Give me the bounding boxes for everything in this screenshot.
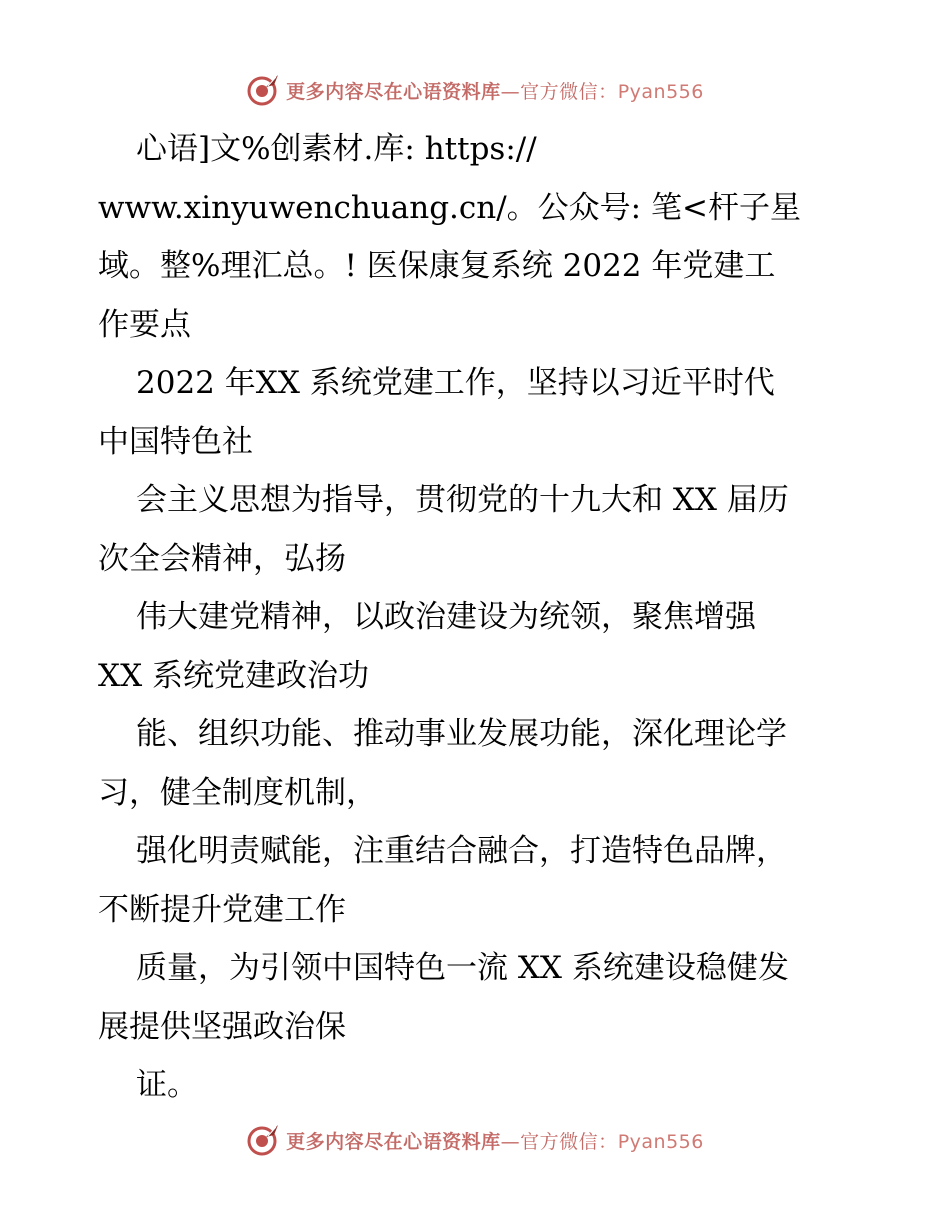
body-line: 域。整%理汇总。! 医保康复系统 2022 年党建工 [98, 248, 776, 284]
header-banner [0, 70, 950, 110]
body-line: 伟大建党精神，以政治建设为统领，聚焦增强 [136, 599, 756, 635]
body-line: 质量，为引领中国特色一流 XX 系统建设稳健发 [136, 950, 789, 986]
body-line: 展提供坚强政治保 [98, 1008, 346, 1045]
body-line: www.xinyuwenchuang.cn/。公众号: 笔<杆子星 [98, 189, 801, 226]
footer-banner-text: 更多内容尽在心语资料库—官方微信：Pyan556 [286, 1130, 704, 1153]
header-banner-text: 更多内容尽在心语资料库—官方微信：Pyan556 [286, 80, 704, 103]
footer-banner [0, 1120, 950, 1160]
body-line: 作要点 [98, 306, 191, 343]
body-line: 2022 年XX 系统党建工作，坚持以习近平时代 [136, 365, 775, 401]
document-body [98, 120, 858, 1115]
body-line: 能、组织功能、推动事业发展功能，深化理论学 [136, 716, 787, 752]
body-line: 证。 [136, 1067, 198, 1103]
wechat-id: Pyan556 [617, 80, 704, 103]
wechat-id: Pyan556 [617, 1130, 704, 1153]
body-line: 习，健全制度机制， [98, 774, 377, 811]
body-line: 中国特色社 [98, 423, 253, 460]
quill-logo-icon [246, 1123, 280, 1157]
body-line: XX 系统党建政治功 [98, 657, 369, 694]
body-line: 心语]文%创素材.库: https:// [136, 131, 537, 167]
quill-logo-icon [246, 73, 280, 107]
body-line: 不断提升党建工作 [98, 891, 346, 928]
body-line: 次全会精神，弘扬 [98, 540, 346, 577]
body-line: 会主义思想为指导，贯彻党的十九大和 XX 届历 [136, 482, 789, 518]
body-line: 强化明责赋能，注重结合融合，打造特色品牌， [136, 833, 787, 869]
